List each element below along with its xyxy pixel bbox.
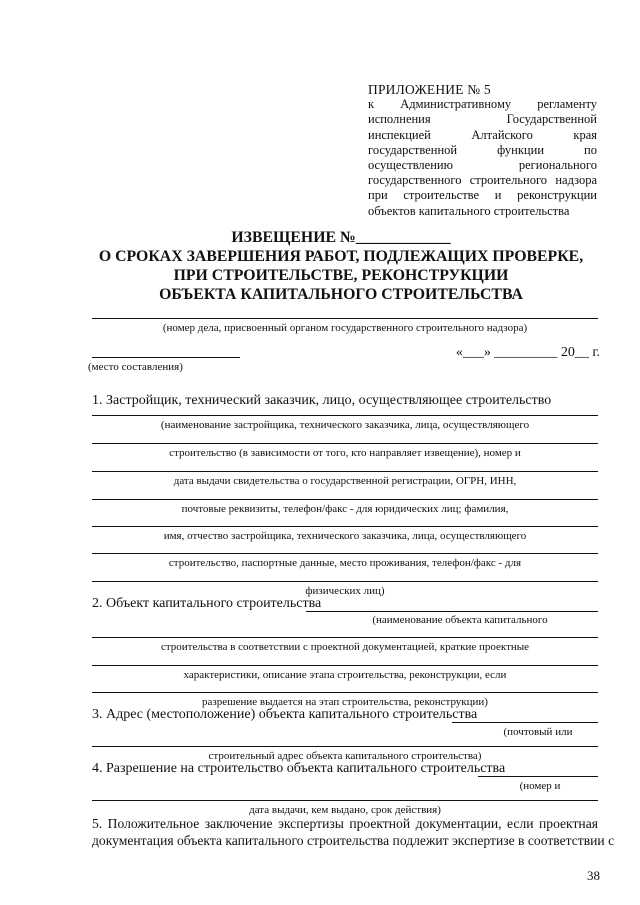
section-1-field[interactable]: [92, 553, 598, 554]
section-3-field[interactable]: [452, 722, 598, 723]
section-2-field[interactable]: [92, 665, 598, 666]
date-field[interactable]: «___» _________ 20__ г.: [455, 345, 600, 360]
page-number: 38: [587, 868, 600, 883]
appendix-line: осуществлению регионального: [368, 158, 597, 173]
place-caption: (место составления): [88, 361, 183, 373]
section-3-field[interactable]: [92, 746, 598, 747]
section-1-field[interactable]: [92, 443, 598, 444]
notice-number-heading: ИЗВЕЩЕНИЕ №____________: [231, 229, 451, 246]
appendix-block: [368, 82, 597, 219]
section-4-title: 4. Разрешение на строительство объекта капитального строительства: [92, 761, 506, 776]
section-2-title: 2. Объект капитального строительства: [92, 596, 322, 611]
section-1-field[interactable]: [92, 581, 598, 582]
appendix-title: ПРИЛОЖЕНИЕ № 5: [368, 82, 491, 97]
section-1-field[interactable]: [92, 415, 598, 416]
section-1-field[interactable]: [92, 471, 598, 472]
section-1-title: 1. Застройщик, технический заказчик, лицо, осуществляющее строительство: [92, 393, 552, 408]
section-1-field[interactable]: [92, 499, 598, 500]
section-4-field[interactable]: [478, 776, 598, 777]
section-1-caption: физических лиц): [305, 585, 385, 597]
section-2-caption: (наименование объекта капитального: [372, 614, 548, 626]
case-number-field[interactable]: [92, 318, 598, 319]
place-field[interactable]: [92, 357, 240, 358]
section-2-field[interactable]: [92, 692, 598, 693]
section-3-caption: строительный адрес объекта капитального строительства): [208, 750, 482, 762]
section-5-line: 5. Положительное заключение экспертизы проектной документации, если проектная: [92, 816, 598, 831]
section-3-caption: (почтовый или: [503, 726, 573, 738]
section-1-caption: имя, отчество застройщика, технического заказчика, лица, осуществляющего: [163, 530, 527, 542]
section-1-caption: строительство, паспортные данные, место проживания, телефон/факс - для: [168, 557, 522, 569]
section-1-caption: (наименование застройщика, технического заказчика, лица, осуществляющего: [160, 419, 530, 431]
section-1-caption: дата выдачи свидетельства о государственной регистрации, ОГРН, ИНН,: [173, 475, 517, 487]
notice-title-line: ОБЪЕКТА КАПИТАЛЬНОГО СТРОИТЕЛЬСТВА: [159, 286, 523, 303]
section-3-title: 3. Адрес (местоположение) объекта капитального строительства: [92, 707, 478, 722]
section-2-caption: характеристики, описание этапа строительства, реконструкции, если: [183, 669, 507, 681]
notice-title-line: О СРОКАХ ЗАВЕРШЕНИЯ РАБОТ, ПОДЛЕЖАЩИХ ПРОВЕРКЕ,: [98, 248, 584, 265]
section-1-caption: строительство (в зависимости от того, кто направляет извещение), номер и: [169, 447, 521, 459]
section-1-caption: почтовые реквизиты, телефон/факс - для юридических лиц; фамилия,: [181, 503, 509, 515]
section-4-caption: (номер и: [519, 780, 561, 792]
appendix-line: государственной функции по: [368, 142, 597, 157]
section-2-field[interactable]: [92, 637, 598, 638]
section-1-field[interactable]: [92, 526, 598, 527]
section-2-caption: разрешение выдается на этап строительства, реконструкции): [202, 696, 488, 708]
appendix-line: объектов капитального строительства: [368, 203, 570, 218]
case-number-caption: (номер дела, присвоенный органом государственного строительного надзора): [162, 322, 528, 334]
section-4-caption: дата выдачи, кем выдано, срок действия): [249, 804, 441, 816]
section-4-field[interactable]: [92, 800, 598, 801]
appendix-line: при строительстве и реконструкции: [368, 188, 597, 203]
notice-title-line: ПРИ СТРОИТЕЛЬСТВЕ, РЕКОНСТРУКЦИИ: [173, 267, 509, 284]
appendix-line: исполнения Государственной: [368, 112, 597, 127]
section-2-caption: строительства в соответствии с проектной документацией, краткие проектные: [160, 641, 530, 653]
appendix-line: государственного строительного надзора: [368, 173, 597, 188]
appendix-line: к Административному регламенту: [368, 97, 597, 112]
section-2-field[interactable]: [306, 611, 598, 612]
section-5-line: документация объекта капитального строительства подлежит экспертизе в соответствии с: [92, 833, 615, 848]
appendix-line: инспекцией Алтайского края: [368, 127, 597, 142]
